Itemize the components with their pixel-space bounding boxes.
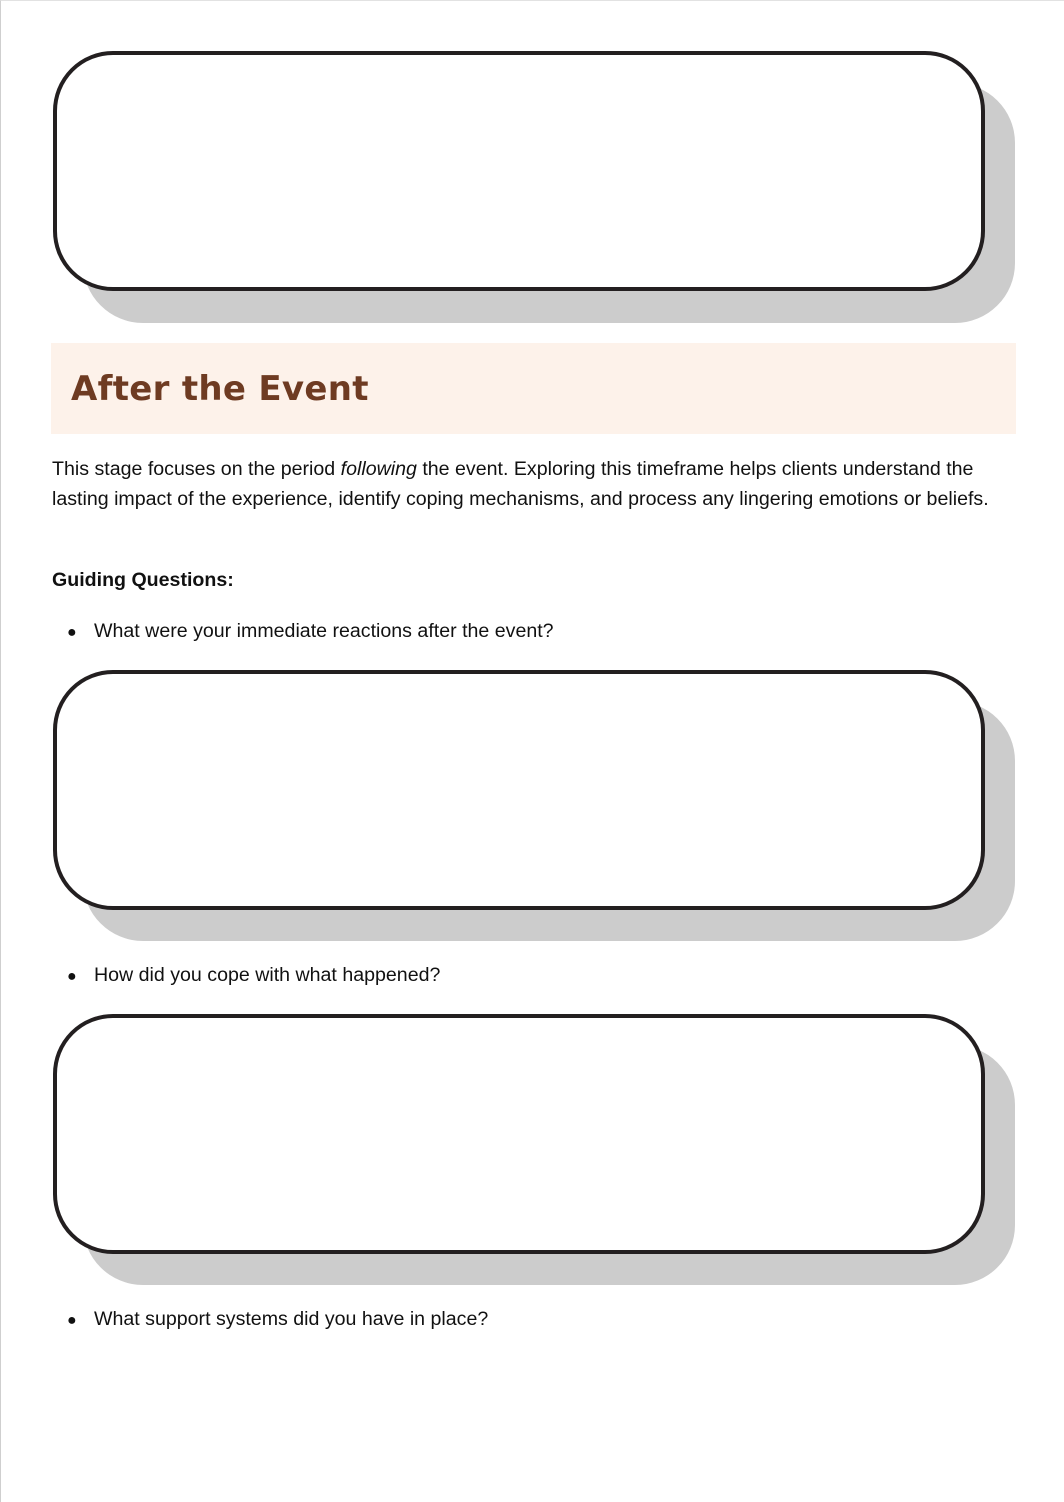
question-item-3 [67,1306,488,1334]
question-item-2 [67,962,440,990]
intro-paragraph [52,455,992,514]
guiding-questions-label: Guiding Questions: [52,569,234,591]
question-text-1: What were your immediate reactions after the event? [94,620,554,642]
bullet-icon: ● [67,624,77,641]
section-title: After the Event [71,369,369,409]
bullet-icon: ● [67,1312,77,1329]
question-text-3: What support systems did you have in place? [94,1308,489,1330]
answer-box-previous[interactable] [53,51,985,291]
bullet-icon: ● [67,968,77,985]
answer-box-2[interactable] [53,1014,985,1254]
question-item-1 [67,618,554,646]
intro-text-start: This stage focuses on the period [52,458,341,480]
intro-emphasis: following [340,458,417,480]
answer-box-1[interactable] [53,670,985,910]
question-text-2: How did you cope with what happened? [94,964,441,986]
intro-text-end: the event. Exploring this timeframe helps clients understand the lasting impact of the experience, identify coping mechanisms, and process any lingering emotions or beliefs. [52,458,989,510]
